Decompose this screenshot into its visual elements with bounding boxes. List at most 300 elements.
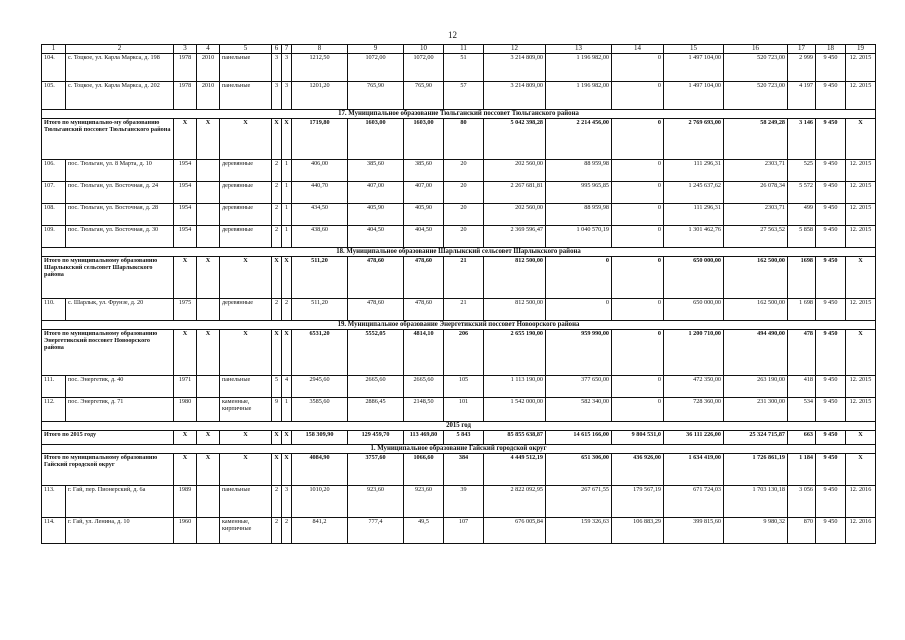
table-cell: 1 497 104,00 [664,54,724,82]
table-cell: 2010 [197,82,220,110]
total-cell: 1719,80 [292,119,348,160]
table-cell: 1 542 000,00 [484,398,546,422]
table-cell: 105 [444,376,484,398]
table-cell: 159 326,63 [546,518,612,544]
table-cell: деревянные [220,160,272,182]
table-cell: 841,2 [292,518,348,544]
total-cell: 812 500,00 [484,257,546,299]
column-number-17: 17 [788,45,816,54]
table-cell [197,204,220,226]
table-cell: 0 [612,226,664,248]
total-cell: 129 459,70 [348,431,404,445]
table-cell: 9 450 [816,182,846,204]
table-cell: 3 214 809,00 [484,54,546,82]
table-cell: 9 450 [816,54,846,82]
table-cell: 1 040 570,19 [546,226,612,248]
table-cell: 3 056 [788,486,816,518]
table-cell: 2 [282,518,292,544]
total-cell: Х [197,119,220,160]
total-cell: 0 [612,257,664,299]
table-cell: 162 500,00 [724,299,788,321]
table-cell: 202 560,00 [484,160,546,182]
housing-table [41,44,876,544]
table-cell: 27 563,52 [724,226,788,248]
table-cell: 20 [444,204,484,226]
total-cell: 651 306,00 [546,454,612,486]
total-cell: Х [846,119,876,160]
page-number: 12 [448,30,457,40]
row-number: 104. [42,54,66,82]
total-label: Итого по муниципальному образованию Энергетикский поссовет Новоорского района [42,330,174,376]
table-cell: 101 [444,398,484,422]
total-cell: 1 726 861,19 [724,454,788,486]
table-cell: 0 [612,182,664,204]
total-cell: Х [272,119,282,160]
row-number: 110. [42,299,66,321]
table-cell: 406,00 [292,160,348,182]
table-cell: 2 [272,226,282,248]
table-cell: 3 [282,486,292,518]
column-number-13: 13 [546,45,612,54]
total-cell: 478,60 [348,257,404,299]
table-cell: 111 296,31 [664,204,724,226]
table-cell: 1 [282,398,292,422]
table-cell: 88 959,98 [546,204,612,226]
table-cell: 267 671,55 [546,486,612,518]
table-cell: 3 [272,54,282,82]
total-label: Итого по муниципальному образованию Гайский городской округ [42,454,174,486]
table-cell: 650 000,00 [664,299,724,321]
table-cell: 407,00 [404,182,444,204]
total-cell: 436 926,00 [612,454,664,486]
column-number-14: 14 [612,45,664,54]
table-cell: 3 [272,82,282,110]
table-cell [197,226,220,248]
table-cell: 1 196 982,00 [546,82,612,110]
table-cell [197,518,220,544]
section-header-row [42,248,876,257]
column-number-8: 8 [292,45,348,54]
table-cell: 2 [272,160,282,182]
table-cell: 478,60 [404,299,444,321]
table-cell: 1954 [174,226,197,248]
table-cell: 9 450 [816,160,846,182]
section-title: 1. Муниципальное образование Гайский городской округ [42,445,876,454]
table-cell: 404,50 [348,226,404,248]
total-cell: 21 [444,257,484,299]
table-cell: 0 [612,82,664,110]
table-cell: 0 [612,299,664,321]
table-cell: 1971 [174,376,197,398]
address-cell: пос. Тюльган, ул. Восточная, д. 24 [66,182,174,204]
table-cell: 385,60 [404,160,444,182]
table-cell: 1212,50 [292,54,348,82]
address-cell: с. Шарлык, ул. Фрунзе, д. 20 [66,299,174,321]
table-cell: 1954 [174,160,197,182]
total-cell: Х [846,431,876,445]
table-cell: панельные [220,54,272,82]
table-cell: 106 883,29 [612,518,664,544]
table-row [42,518,876,544]
total-cell: Х [272,257,282,299]
total-cell: 9 804 531,0 [612,431,664,445]
address-cell: с. Тоцкое, ул. Карла Маркса, д. 198 [66,54,174,82]
total-cell: Х [174,257,197,299]
table-cell: 2303,71 [724,204,788,226]
total-cell: Х [282,431,292,445]
total-cell: Х [197,257,220,299]
table-cell: 434,50 [292,204,348,226]
total-cell: 650 000,00 [664,257,724,299]
table-row [42,82,876,110]
section-header-row [42,321,876,330]
total-cell: Х [282,257,292,299]
total-cell: 9 450 [816,119,846,160]
table-cell: 2 [272,204,282,226]
table-cell: 57 [444,82,484,110]
table-cell: 728 360,00 [664,398,724,422]
total-label: Итого по муниципальному образованию Шарлыкский сельсовет Шарлыкского района [42,257,174,299]
table-cell: 1 245 637,62 [664,182,724,204]
table-cell [197,182,220,204]
total-cell: Х [197,431,220,445]
total-cell: 3757,60 [348,454,404,486]
table-cell: каменные, кирпичные [220,518,272,544]
section-title: 2015 год [42,422,876,431]
total-cell: Х [272,431,282,445]
total-cell: 384 [444,454,484,486]
total-cell: 6531,20 [292,330,348,376]
column-number-16: 16 [724,45,788,54]
table-cell: 1960 [174,518,197,544]
total-row [42,454,876,486]
table-cell: 385,60 [348,160,404,182]
total-row [42,257,876,299]
table-cell: 1 [282,160,292,182]
table-cell: 1 698 [788,299,816,321]
total-cell: 14 615 166,00 [546,431,612,445]
row-number: 113. [42,486,66,518]
table-cell: 765,90 [404,82,444,110]
table-cell [197,299,220,321]
column-number-2: 2 [66,45,174,54]
table-cell: 2148,50 [404,398,444,422]
table-cell: 9 450 [816,486,846,518]
table-cell: 2665,60 [348,376,404,398]
address-cell: пос. Энергетик, д. 71 [66,398,174,422]
table-cell: деревянные [220,299,272,321]
section-header-row [42,110,876,119]
table-cell: 20 [444,182,484,204]
total-row [42,119,876,160]
table-cell: 2010 [197,54,220,82]
total-cell: 511,20 [292,257,348,299]
table-cell: 525 [788,160,816,182]
total-cell: 80 [444,119,484,160]
table-cell: 9 450 [816,376,846,398]
table-cell: 9 450 [816,204,846,226]
column-number-11: 11 [444,45,484,54]
table-cell: 440,70 [292,182,348,204]
row-number: 112. [42,398,66,422]
table-cell: 3 214 809,00 [484,82,546,110]
column-number-19: 19 [846,45,876,54]
total-cell: 2 655 190,00 [484,330,546,376]
table-cell: 1975 [174,299,197,321]
total-cell: Х [174,454,197,486]
table-cell: 520 723,00 [724,54,788,82]
total-cell: Х [282,454,292,486]
address-cell: пос. Тюльган, ул. Восточная, д. 30 [66,226,174,248]
table-cell: 12. 2016 [846,486,876,518]
total-cell: 663 [788,431,816,445]
table-cell: 263 190,00 [724,376,788,398]
table-cell: 1 113 190,00 [484,376,546,398]
column-number-12: 12 [484,45,546,54]
table-cell: 511,20 [292,299,348,321]
table-cell: 3 [282,54,292,82]
table-cell: 9 980,32 [724,518,788,544]
total-cell: 5 843 [444,431,484,445]
total-cell: 113 469,80 [404,431,444,445]
total-cell: 5552,05 [348,330,404,376]
table-cell: 231 300,00 [724,398,788,422]
total-cell: 1066,60 [404,454,444,486]
table-row [42,204,876,226]
table-cell: 405,90 [348,204,404,226]
table-cell: 12. 2015 [846,299,876,321]
table-row [42,299,876,321]
table-cell: деревянные [220,226,272,248]
total-cell: Х [174,330,197,376]
table-cell: 870 [788,518,816,544]
table-cell [197,398,220,422]
table-body [42,45,876,544]
table-cell: 499 [788,204,816,226]
table-cell: 1 703 130,18 [724,486,788,518]
table-cell: 49,5 [404,518,444,544]
table-cell: 0 [546,299,612,321]
total-cell: 0 [612,330,664,376]
table-cell: 21 [444,299,484,321]
table-cell: 765,90 [348,82,404,110]
row-number: 107. [42,182,66,204]
table-cell: 2 369 596,47 [484,226,546,248]
table-cell: панельные [220,486,272,518]
table-cell: 995 965,85 [546,182,612,204]
table-cell: 399 815,60 [664,518,724,544]
address-cell: пос. Тюльган, ул. Восточная, д. 28 [66,204,174,226]
total-cell: 58 249,28 [724,119,788,160]
table-cell [197,160,220,182]
table-cell: 1954 [174,182,197,204]
table-cell: 12. 2015 [846,226,876,248]
total-cell: 85 855 638,87 [484,431,546,445]
column-number-1: 1 [42,45,66,54]
table-cell: 2 [272,182,282,204]
table-cell: 5 858 [788,226,816,248]
table-cell: 1989 [174,486,197,518]
table-cell: 2 [272,486,282,518]
table-cell: 4 197 [788,82,816,110]
table-row [42,160,876,182]
table-cell: 478,60 [348,299,404,321]
column-number-4: 4 [197,45,220,54]
total-cell: 0 [546,257,612,299]
total-cell: Х [846,454,876,486]
total-cell: Х [220,454,272,486]
table-row [42,398,876,422]
section-header-row [42,445,876,454]
total-cell: Х [272,330,282,376]
column-number-9: 9 [348,45,404,54]
table-cell: 9 450 [816,398,846,422]
total-cell: 5 042 398,28 [484,119,546,160]
total-cell: Х [220,257,272,299]
total-cell: 206 [444,330,484,376]
total-cell: 158 309,90 [292,431,348,445]
table-cell: 12. 2015 [846,54,876,82]
table-cell: 2303,71 [724,160,788,182]
total-cell: 4814,10 [404,330,444,376]
table-cell: панельные [220,82,272,110]
table-cell: 202 560,00 [484,204,546,226]
table-cell: 179 567,19 [612,486,664,518]
table-cell: 2945,60 [292,376,348,398]
table-cell: 3 [282,82,292,110]
column-number-15: 15 [664,45,724,54]
address-cell: пос. Тюльган, ул. 8 Марта, д. 10 [66,160,174,182]
table-cell: 4 [282,376,292,398]
column-number-7: 7 [282,45,292,54]
table-cell: 405,90 [404,204,444,226]
table-row [42,376,876,398]
total-cell: 36 111 226,00 [664,431,724,445]
table-cell [197,486,220,518]
table-cell: 88 959,98 [546,160,612,182]
total-cell: Х [174,119,197,160]
table-cell: 1 301 462,76 [664,226,724,248]
table-cell: 671 724,03 [664,486,724,518]
table-cell: 1978 [174,54,197,82]
address-cell: с. Тоцкое, ул. Карла Маркса, д. 202 [66,82,174,110]
table-cell: 9 450 [816,226,846,248]
total-cell: 9 450 [816,257,846,299]
table-cell: 107 [444,518,484,544]
total-cell: Х [197,330,220,376]
table-cell: 923,60 [404,486,444,518]
row-number: 105. [42,82,66,110]
table-cell: 9 450 [816,518,846,544]
table-cell: 12. 2015 [846,398,876,422]
table-cell: 12. 2015 [846,376,876,398]
table-cell: 923,60 [348,486,404,518]
table-cell: 2 [282,299,292,321]
table-cell: 1072,00 [404,54,444,82]
table-row [42,182,876,204]
total-cell: 162 500,00 [724,257,788,299]
total-cell: Х [174,431,197,445]
total-cell: 4084,90 [292,454,348,486]
total-cell: Х [846,330,876,376]
column-number-6: 6 [272,45,282,54]
table-cell: 12. 2016 [846,518,876,544]
table-cell: 534 [788,398,816,422]
total-cell: 4 449 512,19 [484,454,546,486]
row-number: 108. [42,204,66,226]
table-cell: 2886,45 [348,398,404,422]
table-cell: 377 650,00 [546,376,612,398]
row-number: 114. [42,518,66,544]
section-title: 19. Муниципальное образование Энергетикский поссовет Новоорского района [42,321,876,330]
table-cell: 1980 [174,398,197,422]
section-title: 18. Муниципальное образование Шарлыкский сельсовет Шарлыкского района [42,248,876,257]
table-cell: каменные, кирпичные [220,398,272,422]
total-cell: 1 634 419,00 [664,454,724,486]
table-cell: 1978 [174,82,197,110]
total-cell: 478 [788,330,816,376]
table-cell: 418 [788,376,816,398]
table-cell: 1010,20 [292,486,348,518]
table-cell: 676 005,84 [484,518,546,544]
column-number-10: 10 [404,45,444,54]
row-number: 109. [42,226,66,248]
total-row [42,431,876,445]
table-cell: деревянные [220,182,272,204]
table-row [42,54,876,82]
address-cell: пос. Энергетик, д. 40 [66,376,174,398]
table-cell: 2 [272,299,282,321]
total-cell: 1 184 [788,454,816,486]
table-cell: 2 [272,518,282,544]
total-cell: 9 450 [816,454,846,486]
total-cell: 1698 [788,257,816,299]
table-cell: деревянные [220,204,272,226]
table-cell: 12. 2015 [846,160,876,182]
table-cell: 520 723,00 [724,82,788,110]
table-cell: 582 340,00 [546,398,612,422]
table-cell: 1201,20 [292,82,348,110]
table-cell: 2 822 092,95 [484,486,546,518]
total-cell: Х [846,257,876,299]
table-cell: 20 [444,160,484,182]
total-cell: 9 450 [816,431,846,445]
table-cell: 111 296,31 [664,160,724,182]
table-row [42,486,876,518]
total-cell: 1603,00 [404,119,444,160]
total-cell: 2 214 456,00 [546,119,612,160]
total-row [42,330,876,376]
total-cell: 9 450 [816,330,846,376]
address-cell: г. Гай, ул. Ленина, д. 10 [66,518,174,544]
table-row [42,226,876,248]
table-cell: 1 196 982,00 [546,54,612,82]
table-cell: 12. 2015 [846,82,876,110]
total-cell: Х [197,454,220,486]
table-cell: 9 450 [816,82,846,110]
table-cell: 9 [272,398,282,422]
table-cell: 0 [612,204,664,226]
table-cell: 51 [444,54,484,82]
table-cell: 0 [612,160,664,182]
total-label: Итого по муниципально-му образованию Тюльганский поссовет Тюльганского района [42,119,174,160]
total-cell: 478,60 [404,257,444,299]
table-cell: 1 [282,226,292,248]
total-cell: Х [272,454,282,486]
total-cell: 1603,00 [348,119,404,160]
row-number: 111. [42,376,66,398]
total-cell: 3 146 [788,119,816,160]
